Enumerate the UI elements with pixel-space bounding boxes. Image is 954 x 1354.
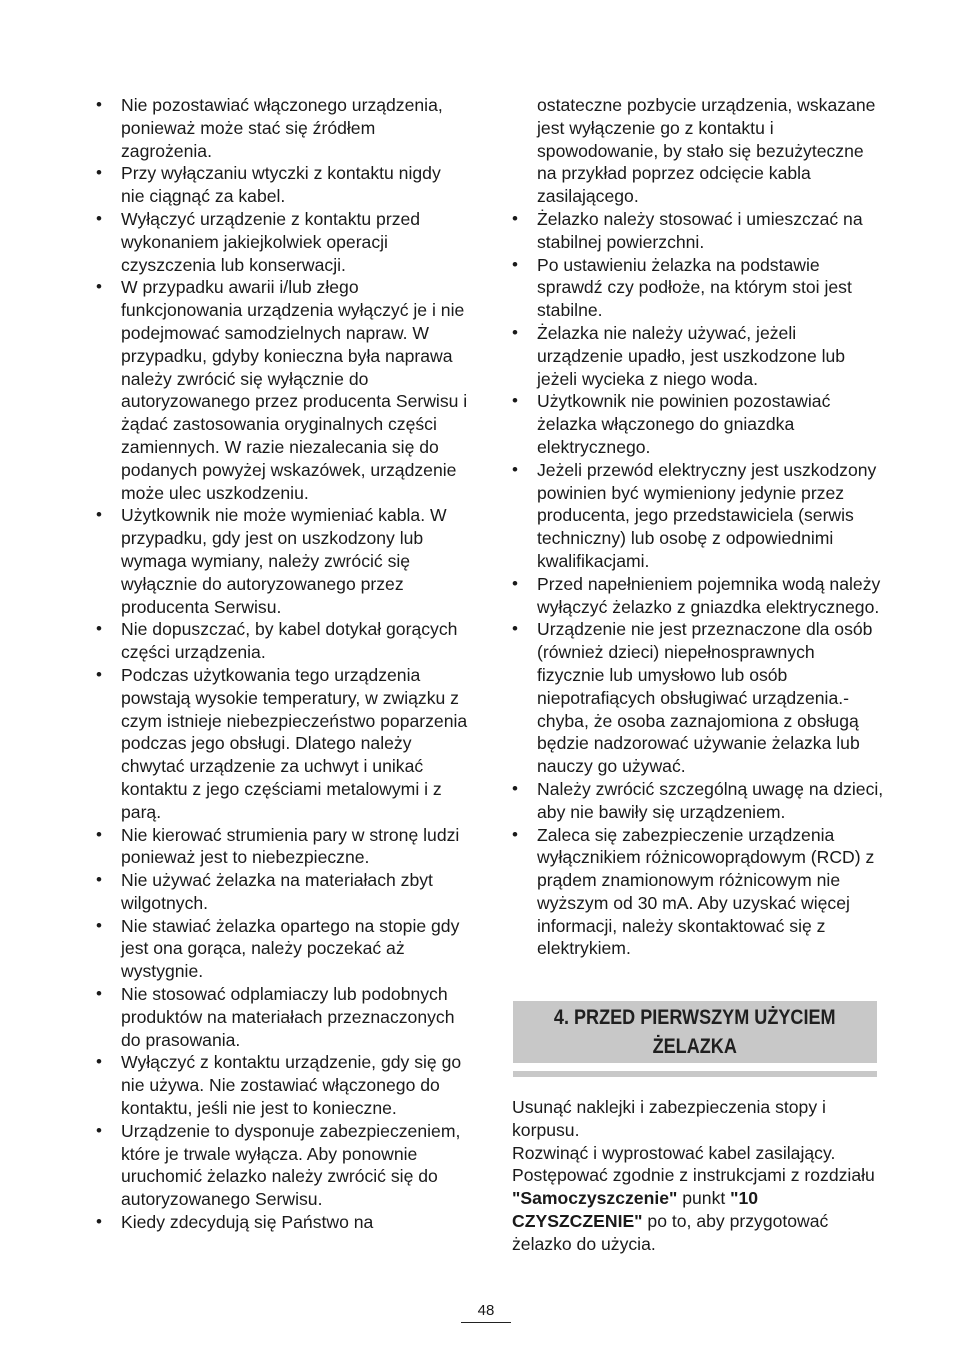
list-item: • Podczas użytkowania tego urządzenia powstają wysokie temperatury, w związku z czym istnieje niebezpieczeństwo poparzenia podczas jego obsługi. Dlatego należy chwytać urządzenie za uchwyt i unikać kontaktu z jego częściami metalowymi i z parą. [96, 664, 468, 824]
list-item: • Użytkownik nie może wymieniać kabla. W przypadku, gdy jest on uszkodzony lub wymaga wymiany, należy zwrócić się wyłącznie do autoryzowanego przez producenta Serwisu. [96, 504, 468, 618]
page-number: 48 [461, 1302, 511, 1323]
list-item: • Żelazko należy stosować i umieszczać na stabilnej powierzchni. [512, 208, 884, 254]
list-item: • Po ustawieniu żelazka na podstawie sprawdź czy podłoże, na którym stoi jest stabilne. [512, 254, 884, 322]
list-item: • Urządzenie to dysponuje zabezpieczeniem, które je trwale wyłącza. Aby ponownie uruchomić żelazko należy zwrócić się do autoryzowanego Serwisu. [96, 1120, 468, 1211]
list-item: • Nie pozostawiać włączonego urządzenia, ponieważ może stać się źródłem zagrożenia. [96, 94, 468, 162]
bold-reference: "Samoczyszczenie" [512, 1188, 678, 1209]
list-item: • Nie stosować odplamiaczy lub podobnych produktów na materiałach przeznaczonych do prasowania. [96, 983, 468, 1051]
list-item: • Przy wyłączaniu wtyczki z kontaktu nigdy nie ciągnąć za kabel. [96, 162, 468, 208]
section-title-line-2: ŻELAZKA [652, 1035, 738, 1058]
list-item: • W przypadku awarii i/lub złego funkcjonowania urządzenia wyłączyć je i nie podejmować samodzielnych napraw. W przypadku, gdyby konieczna była naprawa należy zwrócić się wyłącznie do autoryzowanego przez producenta Serwisu i żądać zastosowania oryginalnych części zamiennych. W razie niezalecania się do podanych powyżej wskazówek, urządzenie może ulec uszkodzeniu. [96, 276, 468, 504]
continued-list-item: ostateczne pozbycie urządzenia, wskazane jest wyłączenie go z kontaktu i spowodowanie, by stało się bezużyteczne na przykład poprzez odcięcie kabla zasilającego. [537, 95, 876, 207]
list-item: • Nie kierować strumienia pary w stronę ludzi ponieważ jest to niebezpieczne. [96, 824, 468, 870]
bold-reference: "10 CZYSZCZENIE" [512, 1188, 759, 1231]
section-heading [513, 1001, 877, 1063]
right-column [512, 94, 884, 960]
list-item: • Kiedy zdecydują się Państwo na [96, 1211, 468, 1234]
left-column [96, 94, 468, 1234]
section-title [554, 1003, 836, 1061]
intro-text: Rozwinąć i wyprostować kabel zasilający. Postępować zgodnie z instrukcjami z rozdziału [512, 1142, 875, 1186]
list-item: • Żelazka nie należy używać, jeżeli urządzenie upadło, jest uszkodzone lub jeżeli wycieka z niego woda. [512, 322, 884, 390]
section-divider [513, 1071, 877, 1077]
safety-list-left [96, 94, 468, 1234]
intro-paragraph [512, 1142, 884, 1256]
list-item: • Nie stawiać żelazka opartego na stopie gdy jest ona gorąca, należy poczekać aż wystygnie. [96, 915, 468, 983]
section-intro [512, 1096, 884, 1256]
list-item: • Użytkownik nie powinien pozostawiać żelazka włączonego do gniazdka elektrycznego. [512, 390, 884, 458]
list-item: • Wyłączyć urządzenie z kontaktu przed wykonaniem jakiejkolwiek operacji czyszczenia lub konserwacji. [96, 208, 468, 276]
list-item: • Nie używać żelazka na materiałach zbyt wilgotnych. [96, 869, 468, 915]
list-item: • Jeżeli przewód elektryczny jest uszkodzony powinien być wymieniony jedynie przez producenta, jego przedstawiciela (serwis techniczny) lub osobę z odpowiednimi kwalifikacjami. [512, 459, 884, 573]
safety-list-right [512, 208, 884, 960]
list-item: • Nie dopuszczać, by kabel dotykał gorących części urządzenia. [96, 618, 468, 664]
list-item: • Zaleca się zabezpieczenie urządzenia wyłącznikiem różnicowoprądowym (RCD) z prądem znamionowym różnicowym nie wyższym od 30 mA. Aby uzyskać więcej informacji, należy skontaktować się z elektrykiem. [512, 824, 884, 961]
list-item: • Wyłączyć z kontaktu urządzenie, gdy się go nie używa. Nie zostawiać włączonego do kontaktu, jeśli nie jest to konieczne. [96, 1051, 468, 1119]
list-item: • Przed napełnieniem pojemnika wodą należy wyłączyć żelazko z gniazdka elektrycznego. [512, 573, 884, 619]
section-title-line-1: 4. PRZED PIERWSZYM UŻYCIEM [554, 1006, 836, 1029]
list-item: • Urządzenie nie jest przeznaczone dla osób (również dzieci) niepełnosprawnych fizycznie lub umysłowo lub osób niepotrafiących obsługiwać urządzenia.- chyba, że osoba zaznajomiona z obsługą będzie nadzorować używanie żelazka lub nauczy go używać. [512, 618, 884, 778]
intro-paragraph: Usunąć naklejki i zabezpieczenia stopy i korpusu. [512, 1097, 826, 1140]
list-item: • Należy zwrócić szczególną uwagę na dzieci, aby nie bawiły się urządzeniem. [512, 778, 884, 824]
intro-text: po to, aby przygotować żelazko do użycia. [512, 1210, 829, 1254]
intro-text: punkt [677, 1188, 731, 1209]
